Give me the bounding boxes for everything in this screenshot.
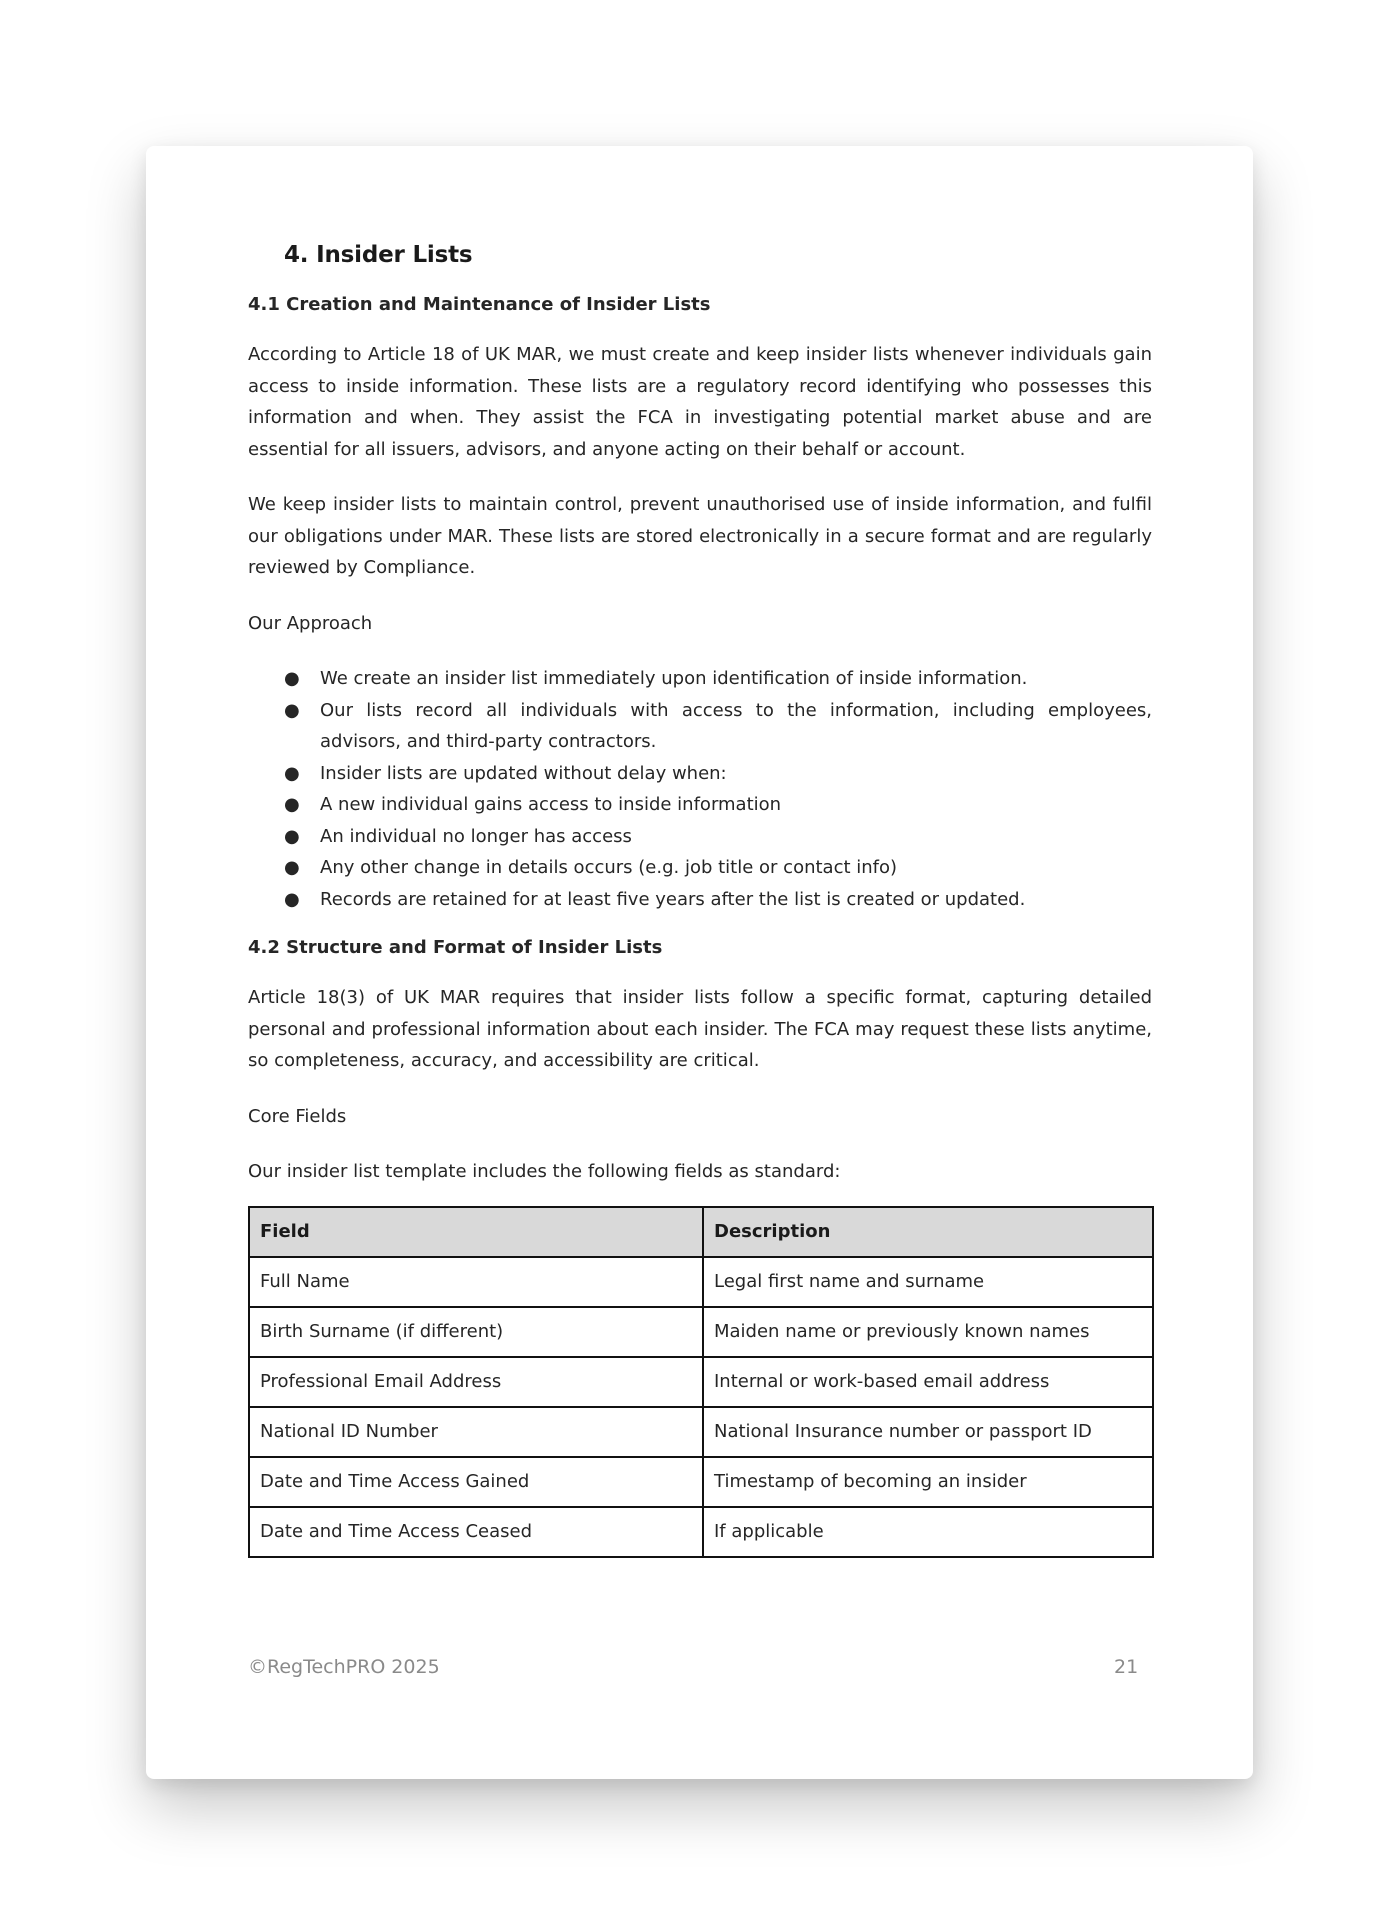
approach-label: Our Approach bbox=[248, 612, 373, 634]
list-item: ● Any other change in details occurs (e.g. job title or contact info) bbox=[320, 852, 1152, 884]
table-cell-description: If applicable bbox=[703, 1507, 1153, 1557]
template-intro: Our insider list template includes the following fields as standard: bbox=[248, 1161, 841, 1182]
paragraph-article-18: According to Article 18 of UK MAR, we must create and keep insider lists whenever individuals gain access to inside information. These lists are a regulatory record identifying who possesses this information and when. They assist the FCA in investigating potential market abuse and are essential for all issuers, advisors, and anyone acting on their behalf or account. bbox=[248, 344, 1152, 460]
paragraph-keep-lists: We keep insider lists to maintain control, prevent unauthorised use of inside information, and fulfil our obligations under MAR. These lists are stored electronically in a secure format and are regularly reviewed by Compliance. bbox=[248, 494, 1152, 578]
bullet-icon: ● bbox=[284, 794, 300, 815]
bullet-icon: ● bbox=[284, 699, 300, 721]
section-heading: 4. Insider Lists bbox=[284, 242, 473, 268]
table-cell-description: National Insurance number or passport ID bbox=[703, 1407, 1153, 1457]
approach-bullet-list bbox=[248, 663, 1152, 915]
table-cell-field: National ID Number bbox=[249, 1407, 703, 1457]
bullet-icon: ● bbox=[284, 668, 300, 689]
table-cell-field: Professional Email Address bbox=[249, 1357, 703, 1407]
core-fields-label: Core Fields bbox=[248, 1105, 347, 1127]
table-row bbox=[249, 1257, 1153, 1307]
subsection-heading-4-2: 4.2 Structure and Format of Insider Lists bbox=[248, 937, 663, 958]
core-fields-table bbox=[248, 1206, 1154, 1558]
subsection-heading-4-1: 4.1 Creation and Maintenance of Insider Lists bbox=[248, 294, 711, 315]
list-item: ● An individual no longer has access bbox=[320, 821, 1152, 853]
table-cell-field: Date and Time Access Gained bbox=[249, 1457, 703, 1507]
bullet-icon: ● bbox=[284, 857, 300, 878]
header-description: Description bbox=[703, 1207, 1153, 1257]
table-cell-description: Maiden name or previously known names bbox=[703, 1307, 1153, 1357]
table-cell-field: Full Name bbox=[249, 1257, 703, 1307]
list-item: ● Insider lists are updated without delay when: bbox=[320, 758, 1152, 790]
table-header-row bbox=[249, 1207, 1153, 1257]
header-field: Field bbox=[249, 1207, 703, 1257]
table-cell-field: Birth Surname (if different) bbox=[249, 1307, 703, 1357]
footer-page-number: 21 bbox=[1114, 1656, 1139, 1678]
list-item: ● Records are retained for at least five years after the list is created or updated. bbox=[320, 884, 1152, 916]
table-row bbox=[249, 1307, 1153, 1357]
list-item: ● A new individual gains access to inside information bbox=[320, 789, 1152, 821]
table-row bbox=[249, 1507, 1153, 1557]
footer-copyright: ©RegTechPRO 2025 bbox=[248, 1656, 440, 1678]
table-cell-description: Timestamp of becoming an insider bbox=[703, 1457, 1153, 1507]
document-page bbox=[146, 146, 1253, 1779]
page-content bbox=[248, 242, 1152, 1558]
table-cell-description: Legal first name and surname bbox=[703, 1257, 1153, 1307]
bullet-icon: ● bbox=[284, 825, 300, 847]
list-item: ● Our lists record all individuals with access to the information, including employees, advisors, and third-party contractors. bbox=[320, 695, 1152, 758]
table-row bbox=[249, 1457, 1153, 1507]
bullet-icon: ● bbox=[284, 762, 300, 784]
list-item: ● We create an insider list immediately upon identification of inside information. bbox=[320, 663, 1152, 695]
table-row bbox=[249, 1357, 1153, 1407]
paragraph-article-18-3: Article 18(3) of UK MAR requires that insider lists follow a specific format, capturing detailed personal and professional information about each insider. The FCA may request these lists anytime, so completeness, accuracy, and accessibility are critical. bbox=[248, 987, 1152, 1071]
table-cell-field: Date and Time Access Ceased bbox=[249, 1507, 703, 1557]
table-cell-description: Internal or work-based email address bbox=[703, 1357, 1153, 1407]
table-row bbox=[249, 1407, 1153, 1457]
bullet-icon: ● bbox=[284, 888, 300, 910]
